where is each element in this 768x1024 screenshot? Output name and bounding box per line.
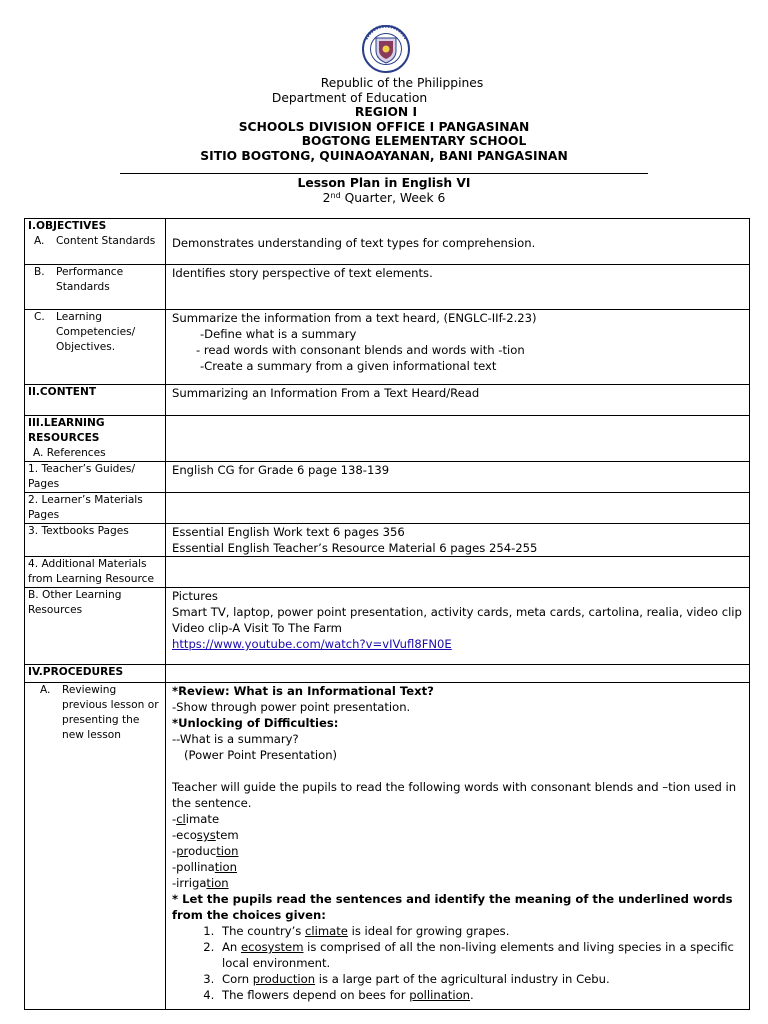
review-heading: *Review: What is an Informational Text? <box>172 684 434 698</box>
learners-materials-label: 2. Learner’s Materials Pages <box>25 493 166 524</box>
row-content <box>25 385 750 416</box>
quarter-suffix: nd <box>330 190 341 200</box>
lesson-plan-table <box>24 218 750 1010</box>
row-procedures <box>25 665 750 683</box>
content-standards-label: Content Standards <box>56 235 156 247</box>
competencies-label: Learning Competencies/ Objectives. <box>56 311 136 353</box>
cell-content-standards <box>166 219 750 265</box>
review-instruction: -Show through power point presentation. <box>172 700 411 714</box>
resource-line: Smart TV, laptop, power point presentation, activity cards, meta cards, cartolina, realia, video clip <box>172 605 742 619</box>
content-heading: II.CONTENT <box>25 385 166 416</box>
region-line: REGION I <box>354 105 418 119</box>
word-item: -ecosystem <box>172 828 239 842</box>
header-divider <box>120 173 648 174</box>
references-label: A. References <box>33 447 106 459</box>
cell-procedures-empty <box>166 665 750 683</box>
division-line: SCHOOLS DIVISION OFFICE I PANGASINAN <box>238 119 530 134</box>
row-objectives-c <box>25 310 750 385</box>
textbook-line: Essential English Work text 6 pages 356 <box>172 525 405 539</box>
competency-main: Summarize the information from a text heard, (ENGLC-IIf-2.23) <box>172 311 537 325</box>
teachers-guide-text: English CG for Grade 6 page 138-139 <box>166 462 750 493</box>
youtube-link[interactable]: https://www.youtube.com/watch?v=vIVufl8FN0E <box>172 637 452 651</box>
row-procedure-a <box>25 683 750 1010</box>
summary-question: --What is a summary? <box>172 732 299 746</box>
deped-seal-logo <box>354 25 418 73</box>
item-letter: A. <box>34 235 45 247</box>
objectives-heading: I.OBJECTIVES <box>28 220 107 232</box>
resources-heading: III.LEARNING RESOURCES <box>28 417 105 444</box>
row-textbooks <box>25 524 750 557</box>
department-line: Department of Education <box>271 90 428 105</box>
performance-standards-label: Performance Standards <box>56 266 124 293</box>
word-item: -pollination <box>172 860 237 874</box>
word-item: -production <box>172 844 239 858</box>
sentence-item: 4. The flowers depend on bees for pollination. <box>218 987 744 1003</box>
cell-objectives-label <box>25 219 166 265</box>
plan-title: Lesson Plan in English VI <box>297 176 471 190</box>
row-objectives-a <box>25 219 750 265</box>
row-other-resources <box>25 588 750 665</box>
cell-learners-materials-empty <box>166 493 750 524</box>
procedure-a-label: Reviewing previous lesson or presenting the new lesson <box>62 684 159 741</box>
plan-title-block <box>0 176 768 205</box>
competency-item: - read words with consonant blends and words with -tion <box>196 343 525 357</box>
item-letter: B. <box>34 266 45 278</box>
cell-procedure-a-label <box>25 683 166 1010</box>
quarter-number: 2 <box>322 190 331 205</box>
sentence-list <box>172 923 744 1003</box>
cell-additional-empty <box>166 557 750 588</box>
row-learners-materials <box>25 493 750 524</box>
row-teachers-guide <box>25 462 750 493</box>
sentence-item: 3. Corn production is a large part of the agricultural industry in Cebu. <box>218 971 744 987</box>
word-item: -climate <box>172 812 220 826</box>
textbook-line: Essential English Teacher’s Resource Material 6 pages 254-255 <box>172 541 538 555</box>
performance-standards-text: Identifies story perspective of text elements. <box>166 265 750 310</box>
school-name: BOGTONG ELEMENTARY SCHOOL <box>301 134 527 148</box>
resource-line: Video clip-A Visit To The Farm <box>172 621 342 635</box>
school-header <box>0 76 768 163</box>
teachers-guide-label: 1. Teacher’s Guides/ Pages <box>25 462 166 493</box>
ppt-note: (Power Point Presentation) <box>184 748 338 762</box>
content-text: Summarizing an Information From a Text Heard/Read <box>166 385 750 416</box>
resource-line: Pictures <box>172 589 218 603</box>
additional-materials-label: 4. Additional Materials from Learning Resource <box>25 557 166 588</box>
cell-resources-label <box>25 416 166 462</box>
cell-resources-empty <box>166 416 750 462</box>
row-objectives-b <box>25 265 750 310</box>
textbooks-label: 3. Textbooks Pages <box>25 524 166 557</box>
sentences-instruction: * Let the pupils read the sentences and identify the meaning of the underlined words from the choices given: <box>172 892 733 922</box>
row-additional-materials <box>25 557 750 588</box>
cell-competencies <box>166 310 750 385</box>
guide-text: Teacher will guide the pupils to read the following words with consonant blends and –tion used in the sentence. <box>172 780 737 810</box>
competency-item: -Define what is a summary <box>200 327 357 341</box>
cell-competencies-label <box>25 310 166 385</box>
procedures-heading: IV.PROCEDURES <box>25 665 166 683</box>
cell-performance-label <box>25 265 166 310</box>
quarter-rest: Quarter, Week 6 <box>340 190 446 205</box>
item-letter: C. <box>34 311 45 323</box>
spacer <box>172 763 744 779</box>
item-letter: A. <box>40 684 51 696</box>
word-item: -irrigation <box>172 876 229 890</box>
content-standards-text: Demonstrates understanding of text types for comprehension. <box>172 236 536 250</box>
sentence-item: 2. An ecosystem is comprised of all the non-living elements and living species in a specific local environment. <box>218 939 744 971</box>
cell-textbooks <box>166 524 750 557</box>
unlocking-heading: *Unlocking of Difficulties: <box>172 716 339 730</box>
cell-procedure-a <box>166 683 750 1010</box>
competency-item: -Create a summary from a given informational text <box>200 359 497 373</box>
school-address: SITIO BOGTONG, QUINAOAYANAN, BANI PANGASINAN <box>200 148 568 163</box>
other-resources-label: B. Other Learning Resources <box>25 588 166 665</box>
plan-quarter <box>0 191 768 206</box>
cell-other-resources <box>166 588 750 665</box>
republic-line: Republic of the Philippines <box>320 76 484 90</box>
sentence-item: 1. The country’s climate is ideal for growing grapes. <box>218 923 744 939</box>
row-resources <box>25 416 750 462</box>
